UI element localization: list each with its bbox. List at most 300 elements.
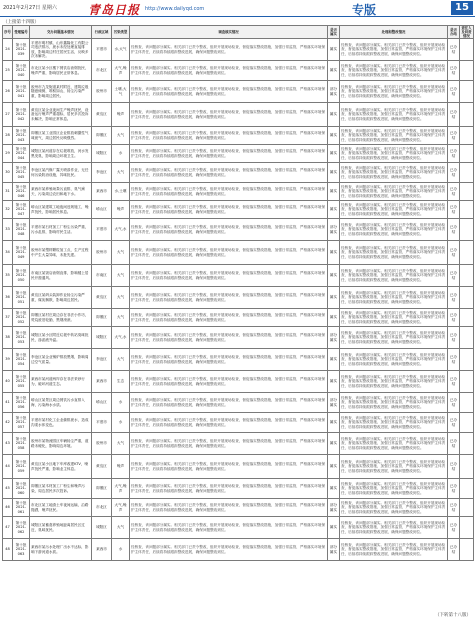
row-completed — [448, 499, 460, 517]
row-rectification-text: 经核查，该问题部分属实。相关部门已责令整改，组织开展现场检查，督促落实整改措施，加强日常监管，严格落实环境保护主体责任，后续将持续跟踪整改进展，确保问题整改到位。 — [341, 353, 446, 366]
row-investigation — [130, 433, 328, 455]
row-area — [92, 371, 112, 393]
table-row — [3, 81, 474, 103]
row-area-text: 即墨区 — [96, 486, 107, 491]
row-verified — [328, 539, 340, 561]
row-completed — [448, 433, 460, 455]
row-rectification — [340, 81, 448, 103]
row-completed-text: 已办结 — [449, 503, 458, 512]
row-rectification — [340, 455, 448, 479]
row-problem — [30, 287, 92, 309]
row-area-text: 市南区 — [96, 273, 107, 278]
row-number-text: 39 — [5, 357, 10, 362]
row-investigation-text: 经核查，该问题部分属实。相关部门已责令整改，组织开展现场检查，督促落实整改措施，加强日常监管，严格落实环境保护主体责任，后续将持续跟踪整改进展，确保问题整改到位。 — [131, 248, 326, 257]
row-pollution-type — [112, 499, 130, 517]
row-problem-text: 市南区某饭店油烟直排，影响楼上居民开窗通风。 — [31, 271, 89, 280]
row-completed — [448, 163, 460, 183]
row-problem — [30, 433, 92, 455]
row-problem — [30, 393, 92, 413]
row-rectification-text: 经核查，该问题部分属实。相关部门已责令整改，组织开展现场检查，督促落实整改措施，加强日常监管，严格落实环境保护主体责任，后续将持续跟踪整改进展，确保问题整改到位。 — [341, 521, 446, 534]
row-investigation-text: 经核查，该问题部分属实。相关部门已责令整改，组织开展现场检查，督促落实整改措施，加强日常监管，严格落实环境保护主体责任，后续将持续跟踪整改进展，确保问题整改到位。 — [131, 545, 326, 554]
row-problem — [30, 127, 92, 145]
complaint-table — [2, 25, 474, 561]
row-batch-id — [13, 309, 30, 327]
row-pollution-type-text: 水,大气 — [114, 47, 127, 52]
row-completed — [448, 371, 460, 393]
row-verified — [328, 81, 340, 103]
row-rectification — [340, 349, 448, 371]
row-problem — [30, 309, 92, 327]
issue-date: 2021年2月27日 星期六 — [3, 5, 57, 11]
row-problem-text: 即墨区某工业园区企业排放刺激性气味废气，周边居民反映强烈。 — [31, 131, 89, 140]
row-investigation — [130, 201, 328, 219]
row-batch-id — [13, 287, 30, 309]
row-rectification — [340, 371, 448, 393]
row-area — [92, 349, 112, 371]
row-pollution-type — [112, 265, 130, 287]
row-number — [3, 39, 13, 61]
row-pollution-type-text: 水 — [118, 420, 123, 425]
row-problem-text: 莱西市某污水处理厂出水不达标，影响下游河道水质。 — [31, 545, 89, 554]
row-number-text: 34 — [5, 250, 10, 255]
row-area-text: 李沧区 — [96, 170, 107, 175]
row-completed-text: 已办结 — [449, 248, 458, 257]
row-pollution-type-text: 大气 — [116, 315, 125, 320]
row-batch-id — [13, 517, 30, 539]
row-batch-id-text: 第十批 2021-054 — [15, 353, 27, 366]
row-pollution-type-text: 水 — [118, 151, 123, 156]
row-verified-text: 属实 — [329, 112, 338, 117]
row-problem-text: 黄岛区某码头装卸作业扬尘污染严重，煤灰飘散，影响周边居民。 — [31, 293, 85, 302]
row-batch-id — [13, 127, 30, 145]
row-area — [92, 517, 112, 539]
row-number — [3, 265, 13, 287]
col-header: 污染类型 — [112, 26, 130, 39]
col-header: 受理编号 — [13, 26, 30, 39]
row-number — [3, 183, 13, 201]
row-problem-text: 李沧区某汽修厂露天喷漆作业，无任何污染防治设施，异味扰民。 — [31, 168, 89, 177]
row-completed-text: 已办结 — [449, 545, 458, 554]
row-verified — [328, 127, 340, 145]
row-completed-text: 已办结 — [449, 66, 458, 75]
row-area — [92, 413, 112, 433]
row-completed-text: 已办结 — [449, 377, 458, 386]
row-verified — [328, 265, 340, 287]
row-problem-text: 黄岛区某企业夜间生产噪声扰民，设备运行噪声严重超标，居民多次投诉未解决，影响正常休息。 — [31, 108, 89, 121]
row-area — [92, 163, 112, 183]
row-investigation-text: 经核查，该问题部分属实。相关部门已责令整改，组织开展现场检查，督促落实整改措施，加强日常监管，严格落实环境保护主体责任，后续将持续跟踪整改进展，确保问题整改到位。 — [131, 439, 326, 448]
row-completed-text: 已办结 — [449, 110, 458, 119]
row-investigation — [130, 39, 328, 61]
row-verified-text: 属实 — [329, 525, 338, 530]
row-investigation-text: 经核查，该问题部分属实。相关部门已责令整改，组织开展现场检查，督促落实整改措施，加强日常监管，严格落实环境保护主体责任，后续将持续跟踪整改进展，确保问题整改到位。 — [131, 225, 326, 234]
row-completed-text: 已办结 — [449, 355, 458, 364]
row-verified — [328, 517, 340, 539]
row-batch-id-text: 第十批 2021-043 — [15, 129, 27, 142]
table-row — [3, 539, 474, 561]
row-problem — [30, 517, 92, 539]
row-accountability — [460, 349, 474, 371]
row-accountability — [460, 287, 474, 309]
row-number-text: 25 — [5, 68, 10, 73]
continued-to-label: （下转第十八版） — [435, 613, 471, 618]
table-row — [3, 309, 474, 327]
row-accountability — [460, 201, 474, 219]
row-batch-id — [13, 433, 30, 455]
row-verified — [328, 349, 340, 371]
row-rectification-text: 经核查，该问题部分属实。相关部门已责令整改，组织开展现场检查，督促落实整改措施，加强日常监管，严格落实环境保护主体责任，后续将持续跟踪整改进展，确保问题整改到位。 — [341, 246, 446, 259]
row-number — [3, 455, 13, 479]
row-pollution-type-text: 大气 — [116, 441, 125, 446]
table-row — [3, 183, 474, 201]
row-pollution-type — [112, 219, 130, 241]
row-accountability — [460, 145, 474, 163]
row-verified — [328, 39, 340, 61]
row-pollution-type — [112, 479, 130, 499]
row-area — [92, 219, 112, 241]
row-accountability — [460, 499, 474, 517]
table-row — [3, 241, 474, 265]
row-problem-text: 胶州市九龙街道某村附近，建筑垃圾随意倾倒，堆积如山，扬尘污染严重，影响周边居民。 — [31, 85, 89, 98]
row-accountability — [460, 81, 474, 103]
row-investigation — [130, 413, 328, 433]
row-number-text: 46 — [5, 505, 10, 510]
row-verified — [328, 183, 340, 201]
row-verified — [328, 499, 340, 517]
row-number-text: 38 — [5, 335, 10, 340]
row-area-text: 莱西市 — [96, 379, 107, 384]
row-verified-text: 部分属实 — [329, 398, 338, 407]
row-problem — [30, 455, 92, 479]
row-batch-id-text: 第十批 2021-047 — [15, 203, 27, 216]
row-completed — [448, 39, 460, 61]
row-area — [92, 393, 112, 413]
row-rectification — [340, 327, 448, 349]
row-number — [3, 145, 13, 163]
row-investigation-text: 经核查，该问题部分属实。相关部门已责令整改，组织开展现场检查，督促落实整改措施，加强日常监管，严格落实环境保护主体责任，后续将持续跟踪整改进展，确保问题整改到位。 — [131, 333, 326, 342]
row-pollution-type-text: 噪声 — [116, 464, 125, 469]
row-batch-id — [13, 327, 30, 349]
row-verified — [328, 371, 340, 393]
row-pollution-type — [112, 183, 130, 201]
row-verified-text: 属实 — [329, 441, 338, 446]
row-investigation-text: 经核查，该问题部分属实。相关部门已责令整改，组织开展现场检查，督促落实整改措施，加强日常监管，严格落实环境保护主体责任，后续将持续跟踪整改进展，确保问题整改到位。 — [131, 398, 326, 407]
page-number-badge: 15 — [451, 1, 473, 15]
row-rectification-text: 经核查，该问题部分属实。相关部门已责令整改，组织开展现场检查，督促落实整改措施，加强日常监管，严格落实环境保护主体责任，后续将持续跟踪整改进展，确保问题整改到位。 — [341, 396, 446, 409]
row-pollution-type — [112, 201, 130, 219]
row-area — [92, 327, 112, 349]
row-pollution-type — [112, 539, 130, 561]
row-rectification-text: 经核查，该问题部分属实。相关部门已责令整改，组织开展现场检查，督促落实整改措施，加强日常监管，严格落实环境保护主体责任，后续将持续跟踪整改进展，确保问题整改到位。 — [341, 203, 446, 216]
row-investigation-text: 经核查，该问题部分属实。相关部门已责令整改，组织开展现场检查，督促落实整改措施，加强日常监管，严格落实环境保护主体责任，后续将持续跟踪整改进展，确保问题整改到位。 — [131, 418, 326, 427]
page-header — [0, 0, 475, 17]
row-number — [3, 499, 13, 517]
row-number — [3, 371, 13, 393]
row-number — [3, 433, 13, 455]
row-number — [3, 61, 13, 81]
row-pollution-type — [112, 103, 130, 127]
row-area — [92, 539, 112, 561]
row-rectification-text: 经核查，该问题部分属实。相关部门已责令整改，组织开展现场检查，督促落实整改措施，加强日常监管，严格落实环境保护主体责任，后续将持续跟踪整改进展，确保问题整改到位。 — [341, 85, 446, 98]
row-rectification — [340, 479, 448, 499]
row-completed — [448, 517, 460, 539]
row-number — [3, 479, 13, 499]
row-number-text: 40 — [5, 379, 10, 384]
row-area-text: 胶州市 — [96, 441, 107, 446]
row-accountability — [460, 309, 474, 327]
row-investigation-text: 经核查，该问题部分属实。相关部门已责令整改，组织开展现场检查，督促落实整改措施，加强日常监管，严格落实环境保护主体责任，后续将持续跟踪整改进展，确保问题整改到位。 — [131, 45, 326, 54]
row-verified-text: 属实 — [329, 379, 338, 384]
row-number — [3, 349, 13, 371]
row-area — [92, 103, 112, 127]
row-batch-id-text: 第十批 2021-046 — [15, 185, 27, 198]
col-header: 调查核实情况 — [130, 26, 328, 39]
row-investigation — [130, 393, 328, 413]
row-accountability — [460, 265, 474, 287]
row-verified-text: 部分属实 — [329, 333, 338, 342]
row-investigation-text: 经核查，该问题部分属实。相关部门已责令整改，组织开展现场检查，督促落实整改措施，加强日常监管，严格落实环境保护主体责任，后续将持续跟踪整改进展，确保问题整改到位。 — [131, 271, 326, 280]
row-pollution-type-text: 水,土壤 — [114, 189, 127, 194]
row-completed-text: 已办结 — [449, 149, 458, 158]
row-area-text: 平度市 — [96, 420, 107, 425]
table-header-row — [3, 26, 474, 39]
row-investigation — [130, 499, 328, 517]
row-number-text: 32 — [5, 207, 10, 212]
row-verified-text: 部分属实 — [329, 545, 338, 554]
row-pollution-type — [112, 81, 130, 103]
row-problem — [30, 201, 92, 219]
row-problem — [30, 413, 92, 433]
table-row — [3, 413, 474, 433]
row-investigation-text: 经核查，该问题部分属实。相关部门已责令整改，组织开展现场检查，督促落实整改措施，加强日常监管，严格落实环境保护主体责任，后续将持续跟踪整改进展，确保问题整改到位。 — [131, 187, 326, 196]
table-row — [3, 517, 474, 539]
row-batch-id — [13, 103, 30, 127]
row-verified-text: 属实 — [329, 273, 338, 278]
row-rectification — [340, 413, 448, 433]
row-area — [92, 479, 112, 499]
row-pollution-type-text: 大气,噪声 — [114, 66, 127, 75]
row-number — [3, 413, 13, 433]
row-verified — [328, 163, 340, 183]
col-header: 是否办结 — [448, 26, 460, 39]
row-batch-id-text: 第十批 2021-053 — [15, 331, 27, 344]
row-batch-id — [13, 39, 30, 61]
row-rectification-text: 经核查，该问题部分属实。相关部门已责令整改，组织开展现场检查，督促落实整改措施，加强日常监管，严格落实环境保护主体责任，后续将持续跟踪整改进展，确保问题整改到位。 — [341, 269, 446, 282]
row-area-text: 城阳区 — [96, 525, 107, 530]
row-completed — [448, 219, 460, 241]
row-pollution-type — [112, 393, 130, 413]
row-batch-id — [13, 219, 30, 241]
table-row — [3, 127, 474, 145]
row-number-text: 29 — [5, 151, 10, 156]
row-area — [92, 183, 112, 201]
row-rectification-text: 经核查，该问题部分属实。相关部门已责令整改，组织开展现场检查，督促落实整改措施，加强日常监管，严格落实环境保护主体责任，后续将持续跟踪整改进展，确保问题整改到位。 — [341, 416, 446, 429]
col-header: 是否属实 — [328, 26, 340, 39]
row-pollution-type-text: 大气,水 — [114, 335, 127, 340]
row-number — [3, 309, 13, 327]
row-number — [3, 163, 13, 183]
row-accountability — [460, 455, 474, 479]
site-url[interactable]: http://www.dailyqd.com — [145, 6, 205, 12]
newspaper-logo: 青岛日报 — [88, 3, 141, 17]
row-investigation — [130, 479, 328, 499]
row-rectification-text: 经核查，该问题部分属实。相关部门已责令整改，组织开展现场检查，督促落实整改措施，加强日常监管，严格落实环境保护主体责任，后续将持续跟踪整改进展，确保问题整改到位。 — [341, 543, 446, 556]
row-batch-id — [13, 393, 30, 413]
row-area-text: 黄岛区 — [96, 464, 107, 469]
row-completed — [448, 61, 460, 81]
row-completed-text: 已办结 — [449, 168, 458, 177]
row-verified-text: 属实 — [329, 486, 338, 491]
row-pollution-type-text: 大气 — [116, 525, 125, 530]
row-batch-id-text: 第十批 2021-062 — [15, 521, 27, 534]
row-verified-text: 属实 — [329, 47, 338, 52]
row-problem — [30, 241, 92, 265]
row-area — [92, 309, 112, 327]
row-accountability — [460, 393, 474, 413]
table-row — [3, 499, 474, 517]
table-row — [3, 103, 474, 127]
row-accountability — [460, 433, 474, 455]
row-problem — [30, 39, 92, 61]
row-problem — [30, 145, 92, 163]
row-rectification-text: 经核查，该问题部分属实。相关部门已责令整改，组织开展现场检查，督促落实整改措施，加强日常监管，严格落实环境保护主体责任，后续将持续跟踪整改进展，确保问题整改到位。 — [341, 375, 446, 388]
row-number-text: 28 — [5, 133, 10, 138]
row-area — [92, 145, 112, 163]
row-accountability — [460, 371, 474, 393]
row-completed-text: 已办结 — [449, 398, 458, 407]
row-verified-text: 属实 — [329, 170, 338, 175]
row-completed-text: 已办结 — [449, 293, 458, 302]
row-number — [3, 517, 13, 539]
row-batch-id — [13, 413, 30, 433]
row-pollution-type — [112, 371, 130, 393]
row-completed-text: 已办结 — [449, 45, 458, 54]
row-rectification — [340, 219, 448, 241]
row-area — [92, 287, 112, 309]
row-pollution-type-text: 噪声 — [116, 112, 125, 117]
row-problem — [30, 539, 92, 561]
row-problem-text: 黄岛区某小区地下车库改建KTV，噪声扰民严重，影响业主休息。 — [31, 462, 89, 471]
row-area — [92, 499, 112, 517]
row-area-text: 莱西市 — [96, 547, 107, 552]
row-completed-text: 已办结 — [449, 225, 458, 234]
row-pollution-type — [112, 61, 130, 81]
row-number-text: 48 — [5, 547, 10, 552]
row-pollution-type-text: 大气 — [116, 273, 125, 278]
row-investigation — [130, 241, 328, 265]
row-number-text: 30 — [5, 170, 10, 175]
row-area — [92, 433, 112, 455]
row-area-text: 平度市 — [96, 227, 107, 232]
row-investigation — [130, 103, 328, 127]
row-area — [92, 127, 112, 145]
row-rectification — [340, 517, 448, 539]
row-rectification — [340, 265, 448, 287]
row-area-text: 市北区 — [96, 505, 107, 510]
row-problem — [30, 61, 92, 81]
row-problem — [30, 183, 92, 201]
row-verified-text: 部分属实 — [329, 225, 338, 234]
row-accountability — [460, 517, 474, 539]
table-row — [3, 455, 474, 479]
row-rectification-text: 经核查，该问题部分属实。相关部门已责令整改，组织开展现场检查，督促落实整改措施，加强日常监管，严格落实环境保护主体责任，后续将持续跟踪整改进展，确保问题整改到位。 — [341, 482, 446, 495]
row-number — [3, 81, 13, 103]
row-completed — [448, 327, 460, 349]
row-completed — [448, 103, 460, 127]
row-investigation — [130, 539, 328, 561]
row-pollution-type — [112, 433, 130, 455]
row-problem-text: 莱西市某河道两岸存在非法采砂行为，破坏河道生态。 — [31, 377, 85, 386]
row-rectification-text: 经核查，该问题部分属实。相关部门已责令整改，组织开展现场检查，督促落实整改措施，加强日常监管，严格落实环境保护主体责任，后续将持续跟踪整改进展，确保问题整改到位。 — [341, 166, 446, 179]
row-problem-text: 市北区某工地渣土车夜间运输，沿路抛洒，噪声扰民。 — [31, 503, 89, 512]
row-investigation — [130, 183, 328, 201]
row-area-text: 黄岛区 — [96, 295, 107, 300]
row-rectification-text: 经核查，该问题部分属实。相关部门已责令整改，组织开展现场检查，督促落实整改措施，加强日常监管，严格落实环境保护主体责任，后续将持续跟踪整改进展，确保问题整改到位。 — [341, 43, 446, 56]
row-investigation-text: 经核查，该问题部分属实。相关部门已责令整改，组织开展现场检查，督促落实整改措施，加强日常监管，严格落实环境保护主体责任，后续将持续跟踪整改进展，确保问题整改到位。 — [131, 293, 326, 302]
row-accountability — [460, 127, 474, 145]
row-problem-text: 市北区某小区楼下餐饮店油烟扰民，噪声严重，影响居民正常休息。 — [31, 66, 89, 75]
row-rectification — [340, 127, 448, 145]
row-area — [92, 201, 112, 219]
row-rectification — [340, 39, 448, 61]
row-rectification — [340, 103, 448, 127]
row-completed — [448, 183, 460, 201]
row-problem-text: 即墨区某村庄周边存在非法小作坊，焚烧废旧轮胎，黑烟滚滚。 — [31, 313, 89, 322]
row-area-text: 市北区 — [96, 68, 107, 73]
row-completed-text: 已办结 — [449, 439, 458, 448]
row-completed-text: 已办结 — [449, 523, 458, 532]
row-rectification — [340, 163, 448, 183]
row-batch-id-text: 第十批 2021-049 — [15, 246, 27, 259]
row-number — [3, 201, 13, 219]
row-problem — [30, 349, 92, 371]
row-pollution-type-text: 大气,噪声 — [114, 503, 127, 512]
row-batch-id-text: 第十批 2021-063 — [15, 543, 27, 556]
row-investigation-text: 经核查，该问题部分属实。相关部门已责令整改，组织开展现场检查，督促落实整改措施，加强日常监管，严格落实环境保护主体责任，后续将持续跟踪整改进展，确保问题整改到位。 — [131, 131, 326, 140]
section-title: 专版 — [352, 3, 377, 17]
row-pollution-type — [112, 39, 130, 61]
row-investigation — [130, 371, 328, 393]
row-investigation-text: 经核查，该问题部分属实。相关部门已责令整改，组织开展现场检查，督促落实整改措施，加强日常监管，严格落实环境保护主体责任，后续将持续跟踪整改进展，确保问题整改到位。 — [131, 168, 326, 177]
row-batch-id-text: 第十批 2021-044 — [15, 147, 27, 160]
row-number — [3, 393, 13, 413]
table-row — [3, 201, 474, 219]
row-number-text: 33 — [5, 227, 10, 232]
row-investigation-text: 经核查，该问题部分属实。相关部门已责令整改，组织开展现场检查，督促落实整改措施，加强日常监管，严格落实环境保护主体责任，后续将持续跟踪整改进展，确保问题整改到位。 — [131, 503, 326, 512]
row-batch-id-text: 第十批 2021-048 — [15, 223, 27, 236]
row-verified-text: 属实 — [329, 151, 338, 156]
row-completed — [448, 287, 460, 309]
row-pollution-type — [112, 287, 130, 309]
row-problem-text: 胶州市某塑料颗粒加工点，生产过程中产生大量异味，未批先建。 — [31, 248, 89, 257]
row-completed — [448, 265, 460, 287]
row-number — [3, 287, 13, 309]
row-verified-text: 属实 — [329, 133, 338, 138]
row-accountability — [460, 479, 474, 499]
row-verified-text: 属实 — [329, 207, 338, 212]
row-verified-text: 部分属实 — [329, 87, 338, 96]
row-number-text: 44 — [5, 464, 10, 469]
row-accountability — [460, 163, 474, 183]
row-completed-text: 已办结 — [449, 271, 458, 280]
row-verified — [328, 309, 340, 327]
row-investigation-text: 经核查，该问题部分属实。相关部门已责令整改，组织开展现场检查，督促落实整改措施，加强日常监管，严格落实环境保护主体责任，后续将持续跟踪整改进展，确保问题整改到位。 — [131, 377, 326, 386]
row-pollution-type-text: 大气,噪声 — [114, 484, 127, 493]
row-completed — [448, 539, 460, 561]
row-investigation — [130, 81, 328, 103]
row-verified — [328, 61, 340, 81]
row-problem — [30, 479, 92, 499]
